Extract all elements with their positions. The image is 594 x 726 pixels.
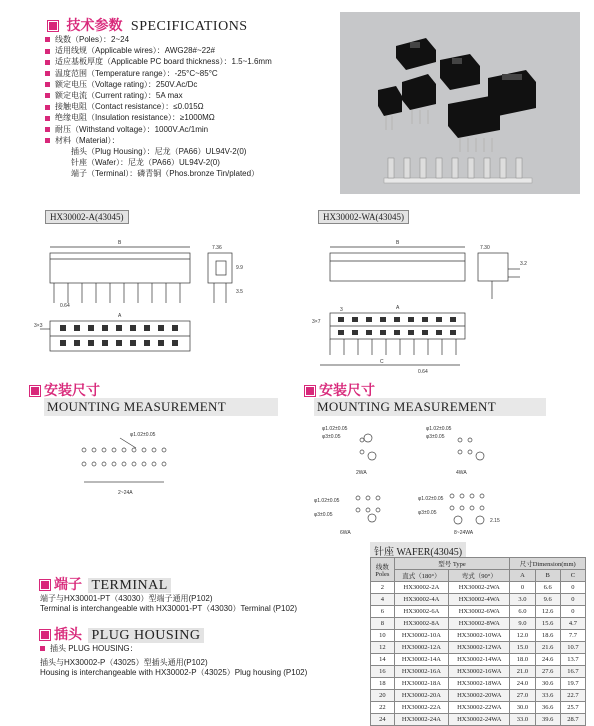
table-cell: 27.6 (535, 666, 560, 678)
spec-item: 线数（Poles）：2~24 (45, 34, 320, 45)
plug-header (40, 624, 204, 644)
table-cell: HX30002-8A (394, 618, 449, 630)
table-cell: 3.0 (510, 594, 535, 606)
spec-item: 适用线规（Applicable wires）：AWG28#~22# (45, 45, 320, 56)
table-cell: 12.0 (510, 630, 535, 642)
hole-diameter-label: φ1.02±0.05 (130, 432, 156, 438)
table-cell: HX30002-12WA (449, 642, 510, 654)
table-cell: 12 (371, 642, 395, 654)
specifications-header (48, 15, 258, 35)
mounting-right-header (305, 380, 375, 400)
table-cell: 24.0 (510, 678, 535, 690)
table-cell: 33.6 (535, 690, 560, 702)
mounting-left-title-cn: 安装尺寸 (44, 382, 100, 398)
table-row (371, 678, 586, 690)
table-cell: 4.7 (560, 618, 585, 630)
table-row (371, 630, 586, 642)
table-row (371, 690, 586, 702)
col-poles: 线数 Poles (371, 558, 395, 582)
plug-note-en: Housing is interchangeable with HX30002-P（43025）Plug housing (P102) (40, 668, 308, 677)
connector-photo-icon (340, 12, 580, 194)
table-cell: HX30002-6A (394, 606, 449, 618)
table-cell: 39.6 (535, 714, 560, 726)
drawing-right (310, 225, 580, 375)
table-cell: 6 (371, 606, 395, 618)
table-cell: 7.7 (560, 630, 585, 642)
hole1-label: φ1.02±0.05 (314, 498, 340, 504)
hole1-label: φ1.02±0.05 (418, 496, 444, 502)
table-cell: 36.6 (535, 702, 560, 714)
table-cell: 16 (371, 666, 395, 678)
table-cell: 4 (371, 594, 395, 606)
spec-item: 额定电压（Voltage rating）：250V.Ac/Dc (45, 79, 320, 90)
caption-8-24wa: 8~24WA (454, 530, 474, 536)
dim-a-label: A (118, 313, 122, 319)
plug-sub: 插头 PLUG HOUSING： (40, 644, 370, 654)
drawing-label-left: HX30002-A(43045) (45, 210, 129, 224)
section-marker-icon (40, 580, 50, 590)
table-row (371, 594, 586, 606)
terminal-header (40, 574, 171, 594)
table-cell: 33.0 (510, 714, 535, 726)
caption-4wa: 4WA (456, 470, 467, 476)
hole2-label: φ3±0.05 (322, 434, 341, 440)
section-marker-icon (30, 386, 40, 396)
dim-730-label: 7.30 (480, 245, 490, 251)
spec-item: 耐压（Withstand voltage）：1000V.Ac/1min (45, 124, 320, 135)
section-marker-icon (40, 630, 50, 640)
table-cell: 6.0 (510, 606, 535, 618)
table-row (371, 642, 586, 654)
table-cell: 18 (371, 678, 395, 690)
table-cell: HX30002-20WA (449, 690, 510, 702)
table-cell: HX30002-22WA (449, 702, 510, 714)
table-row (371, 606, 586, 618)
wafer-table-header: 针座 WAFER(43045) (370, 542, 466, 559)
table-cell: HX30002-10WA (449, 630, 510, 642)
spec-item: 材料（Material）： (45, 135, 320, 146)
dim-a-label: A (396, 305, 400, 311)
table-cell: 12.6 (535, 606, 560, 618)
mounting-right-title-en: MOUNTING MEASUREMENT (314, 398, 546, 416)
table-cell: HX30002-2A (394, 582, 449, 594)
hole1-label: φ1.02±0.05 (322, 426, 348, 432)
bullet-icon (45, 105, 50, 110)
table-cell: 10 (371, 630, 395, 642)
table-cell: 24.6 (535, 654, 560, 666)
col-a: A (510, 570, 535, 582)
table-cell: HX30002-6WA (449, 606, 510, 618)
terminal-title-en: TERMINAL (88, 578, 170, 593)
table-cell: 25.7 (560, 702, 585, 714)
table-cell: HX30002-18A (394, 678, 449, 690)
caption-6wa: 6WA (340, 530, 351, 536)
mounting-right-title-cn: 安装尺寸 (319, 382, 375, 398)
table-cell: 0 (560, 594, 585, 606)
spec-item: 适应基板厚度（Applicable PC board thickness）：1.5~1.6mm (45, 56, 320, 67)
bullet-icon (45, 37, 50, 42)
dim-c-label: C (380, 359, 384, 365)
table-cell: 19.7 (560, 678, 585, 690)
section-marker-icon (305, 386, 315, 396)
dim-32-label: 3.2 (520, 261, 527, 267)
col-type: 型号 Type (394, 558, 510, 570)
col-c: C (560, 570, 585, 582)
table-cell: HX30002-16WA (449, 666, 510, 678)
dim-064-label: 0.64 (60, 303, 70, 309)
table-cell: 10.7 (560, 642, 585, 654)
bullet-icon (45, 60, 50, 65)
table-cell: 9.0 (510, 618, 535, 630)
table-cell: 0 (560, 606, 585, 618)
plug-note-cn: 插头与HX30002-P（43025）型插头通用(P102) (40, 658, 208, 667)
table-cell: 20 (371, 690, 395, 702)
dim-3x7-label: 3×7 (312, 319, 321, 325)
table-cell: 2 (371, 582, 395, 594)
table-cell: 24 (371, 714, 395, 726)
dim-736-label: 7.36 (212, 245, 222, 251)
table-row (371, 654, 586, 666)
table-cell: 30.0 (510, 702, 535, 714)
dim-3x3-label: 3×3 (34, 323, 43, 329)
table-cell: 22.7 (560, 690, 585, 702)
mounting-left-header (30, 380, 100, 400)
spec-title-cn: 技术参数 (66, 17, 123, 33)
product-photo (340, 12, 580, 194)
table-row (371, 714, 586, 726)
table-cell: HX30002-4WA (449, 594, 510, 606)
wafer-table (370, 557, 586, 726)
terminal-note-cn: 端子与HX30001-PT（43030）型端子通用(P102) (40, 594, 213, 603)
table-cell: HX30002-24WA (449, 714, 510, 726)
material-item: 端子（Terminal）：磷青铜（Phos.bronze Tin/plated） (71, 169, 260, 179)
hole1-label: φ1.02±0.05 (426, 426, 452, 432)
table-cell: 22 (371, 702, 395, 714)
table-cell: 0 (510, 582, 535, 594)
bullet-icon (45, 49, 50, 54)
table-cell: HX30002-14WA (449, 654, 510, 666)
bullet-icon (45, 82, 50, 87)
spec-list (45, 34, 320, 180)
col-dimension: 尺寸Dimension(mm) (510, 558, 586, 570)
dim-064-label: 0.64 (418, 369, 428, 375)
col-b: B (535, 570, 560, 582)
table-cell: HX30002-24A (394, 714, 449, 726)
bullet-icon (40, 646, 45, 651)
table-cell: 0 (560, 582, 585, 594)
table-cell: 15.0 (510, 642, 535, 654)
dim-b-label: B (118, 240, 122, 246)
caption-2wa: 2WA (356, 470, 367, 476)
terminal-note-en: Terminal is interchangeable with HX30001-PT（43030）Terminal (P102) (40, 604, 298, 613)
mounting-left-diagram (60, 424, 210, 498)
table-cell: HX30002-4A (394, 594, 449, 606)
mounting-left-caption: 2~24A (118, 490, 133, 496)
table-cell: 14 (371, 654, 395, 666)
dim-215-label: 2.15 (490, 518, 500, 524)
table-cell: 27.0 (510, 690, 535, 702)
bullet-icon (45, 71, 50, 76)
table-cell: HX30002-16A (394, 666, 449, 678)
table-cell: HX30002-14A (394, 654, 449, 666)
dim-99-label: 9.9 (236, 265, 243, 271)
table-cell: 16.7 (560, 666, 585, 678)
bullet-icon (45, 116, 50, 121)
table-cell: 18.6 (535, 630, 560, 642)
dim-35-label: 3.5 (236, 289, 243, 295)
table-cell: HX30002-12A (394, 642, 449, 654)
table-cell: 6.6 (535, 582, 560, 594)
col-right-angle: 弯式（90°） (449, 570, 510, 582)
table-cell: 8 (371, 618, 395, 630)
spec-item: 绝缘电阻（Insulation resistance）：≥1000MΩ (45, 112, 320, 123)
table-cell: 13.7 (560, 654, 585, 666)
material-item: 插头（Plug Housing）：尼龙（PA66）UL94V-2(0) (71, 147, 247, 157)
table-cell: HX30002-8WA (449, 618, 510, 630)
spec-title-en: SPECIFICATIONS (130, 19, 248, 34)
table-cell: HX30002-22A (394, 702, 449, 714)
table-cell: 21.6 (535, 642, 560, 654)
table-cell: 28.7 (560, 714, 585, 726)
terminal-note (40, 594, 360, 614)
table-cell: HX30002-20A (394, 690, 449, 702)
plug-note (40, 644, 370, 678)
dim-b-label: B (396, 240, 400, 246)
spec-item: 温度范围（Temperature range）：-25°C~85°C (45, 68, 320, 79)
plug-title-cn: 插头 (54, 626, 82, 642)
table-row (371, 618, 586, 630)
mounting-left-title-en: MOUNTING MEASUREMENT (44, 398, 278, 416)
table-row (371, 702, 586, 714)
hole2-label: φ3±0.05 (426, 434, 445, 440)
terminal-title-cn: 端子 (54, 576, 82, 592)
table-cell: 21.0 (510, 666, 535, 678)
table-cell: 9.6 (535, 594, 560, 606)
dim-3-label: 3 (340, 307, 343, 313)
table-cell: 30.6 (535, 678, 560, 690)
bullet-icon (45, 93, 50, 98)
material-item: 针座（Wafer）：尼龙（PA66）UL94V-2(0) (71, 158, 220, 168)
bullet-icon (45, 138, 50, 143)
table-cell: HX30002-18WA (449, 678, 510, 690)
table-cell: 18.0 (510, 654, 535, 666)
table-row (371, 582, 586, 594)
bullet-icon (45, 127, 50, 132)
spec-item: 接触电阻（Contact resistance）：≤0.015Ω (45, 101, 320, 112)
table-cell: HX30002-2WA (449, 582, 510, 594)
mounting-right-diagram (310, 418, 580, 538)
hole2-label: φ3±0.05 (314, 512, 333, 518)
col-straight: 直式（180°） (394, 570, 449, 582)
table-row (371, 666, 586, 678)
drawing-label-right: HX30002-WA(43045) (318, 210, 409, 224)
drawing-left (30, 225, 300, 375)
plug-title-en: PLUG HOUSING (88, 628, 203, 643)
table-cell: HX30002-10A (394, 630, 449, 642)
section-marker-icon (48, 21, 58, 31)
spec-item: 额定电流（Current rating）：5A max (45, 90, 320, 101)
hole2-label: φ3±0.05 (418, 510, 437, 516)
table-cell: 15.6 (535, 618, 560, 630)
